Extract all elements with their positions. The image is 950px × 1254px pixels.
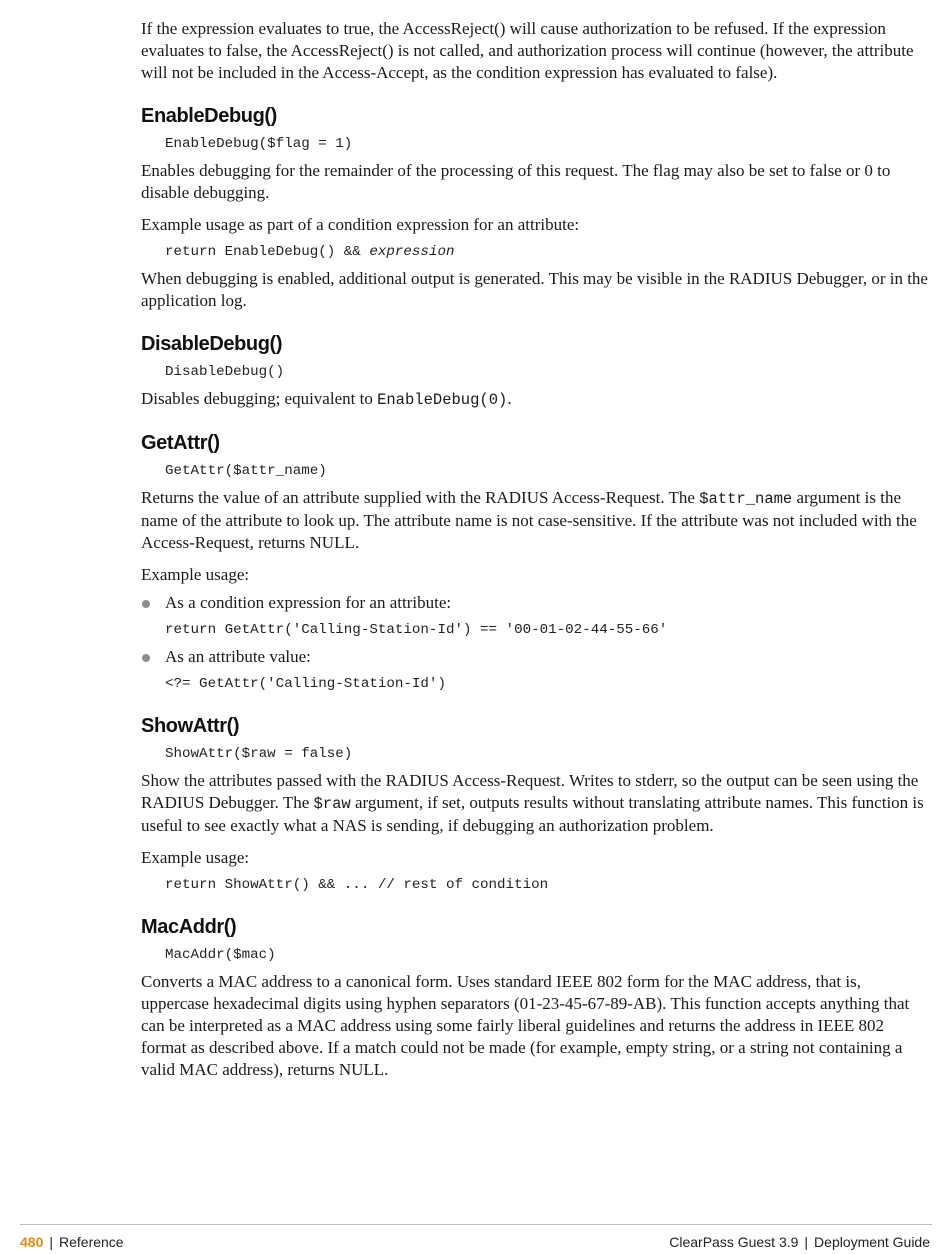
enable-debug-signature: EnableDebug($flag = 1) [165, 136, 353, 152]
bullet-icon [142, 600, 150, 608]
show-attr-description-code: $raw [313, 795, 351, 813]
page-number: 480 [20, 1234, 44, 1250]
page-content [141, 18, 931, 1091]
mac-addr-heading: MacAddr() [141, 916, 237, 938]
disable-debug-description [141, 388, 931, 411]
enable-debug-example-code [165, 242, 931, 262]
show-attr-description-suffix: argument, if set, outputs results without translating attribute names. This function is useful to see exactly what a NAS is sending, if debugging an authorization problem. [141, 793, 924, 835]
footer-right [669, 1233, 930, 1251]
get-attr-description-suffix: argument is the name of the attribute to look up. The attribute name is not case-sensitive. If the attribute was not included with the Access-Request, returns NULL. [141, 488, 917, 552]
footer-divider [20, 1224, 932, 1225]
disable-debug-signature: DisableDebug() [165, 364, 285, 380]
get-attr-bullet-label: As an attribute value: [165, 647, 311, 666]
disable-debug-description-code: EnableDebug(0) [377, 391, 508, 409]
get-attr-example-list [141, 592, 931, 694]
enable-debug-note: When debugging is enabled, additional output is generated. This may be visible in the RADIUS Debugger, or in the application log. [141, 269, 928, 310]
footer-separator: | [49, 1234, 53, 1250]
footer-left [20, 1233, 124, 1251]
bullet-icon [142, 654, 150, 662]
disable-debug-heading: DisableDebug() [141, 333, 283, 355]
get-attr-description-code: $attr_name [699, 490, 793, 508]
list-item [141, 592, 931, 640]
intro-paragraph: If the expression evaluates to true, the AccessReject() will cause authorization to be refused. If the expression evaluates to false, the AccessReject() is not called, and authorization process will continue (however, the attribute will not be included in the Access-Accept, as the condition expression has evaluated to false). [141, 19, 914, 82]
show-attr-example-intro: Example usage: [141, 848, 250, 867]
footer-section: Reference [59, 1234, 124, 1250]
list-item [141, 646, 931, 694]
show-attr-description-text: Show the attributes passed with the RADIUS Access-Request. Writes to stderr, so the output can be seen using the RADIUS Debugger. The [141, 771, 919, 812]
footer-guide: Deployment Guide [814, 1234, 930, 1250]
get-attr-description [141, 487, 931, 554]
enable-debug-example-intro: Example usage as part of a condition expression for an attribute: [141, 215, 580, 234]
show-attr-example-code: return ShowAttr() && ... // rest of condition [165, 877, 549, 893]
mac-addr-signature: MacAddr($mac) [165, 947, 276, 963]
show-attr-heading: ShowAttr() [141, 715, 240, 737]
enable-debug-heading: EnableDebug() [141, 105, 277, 127]
mac-addr-description: Converts a MAC address to a canonical form. Uses standard IEEE 802 form for the MAC address, that is, uppercase hexadecimal digits using hyphen separators (01-23-45-67-89-AB). This function accepts anything that can be interpreted as a MAC address using some fairly liberal guidelines and returns the address in IEEE 802 format as described above. If a match could not be made (for example, empty string, or a string not containing a valid MAC address), returns NULL. [141, 972, 910, 1079]
enable-debug-example-code-expression: expression [369, 244, 455, 260]
show-attr-description [141, 770, 931, 837]
show-attr-signature: ShowAttr($raw = false) [165, 746, 353, 762]
footer-separator: | [804, 1234, 809, 1250]
disable-debug-description-text: Disables debugging; equivalent to [141, 389, 378, 408]
get-attr-heading: GetAttr() [141, 432, 220, 454]
footer-product: ClearPass Guest 3.9 [669, 1234, 799, 1250]
enable-debug-example-code-text: return EnableDebug() && [165, 244, 370, 260]
enable-debug-description: Enables debugging for the remainder of the processing of this request. The flag may also be set to false or 0 to disable debugging. [141, 161, 891, 202]
get-attr-description-text: Returns the value of an attribute supplied with the RADIUS Access-Request. The [141, 488, 700, 507]
get-attr-signature: GetAttr($attr_name) [165, 463, 327, 479]
disable-debug-description-suffix: . [507, 389, 512, 408]
get-attr-bullet-code: return GetAttr('Calling-Station-Id') == '00-01-02-44-55-66' [165, 622, 668, 638]
get-attr-bullet-label: As a condition expression for an attribute: [165, 593, 452, 612]
get-attr-bullet-code: <?= GetAttr('Calling-Station-Id') [165, 676, 446, 692]
get-attr-example-intro: Example usage: [141, 565, 250, 584]
